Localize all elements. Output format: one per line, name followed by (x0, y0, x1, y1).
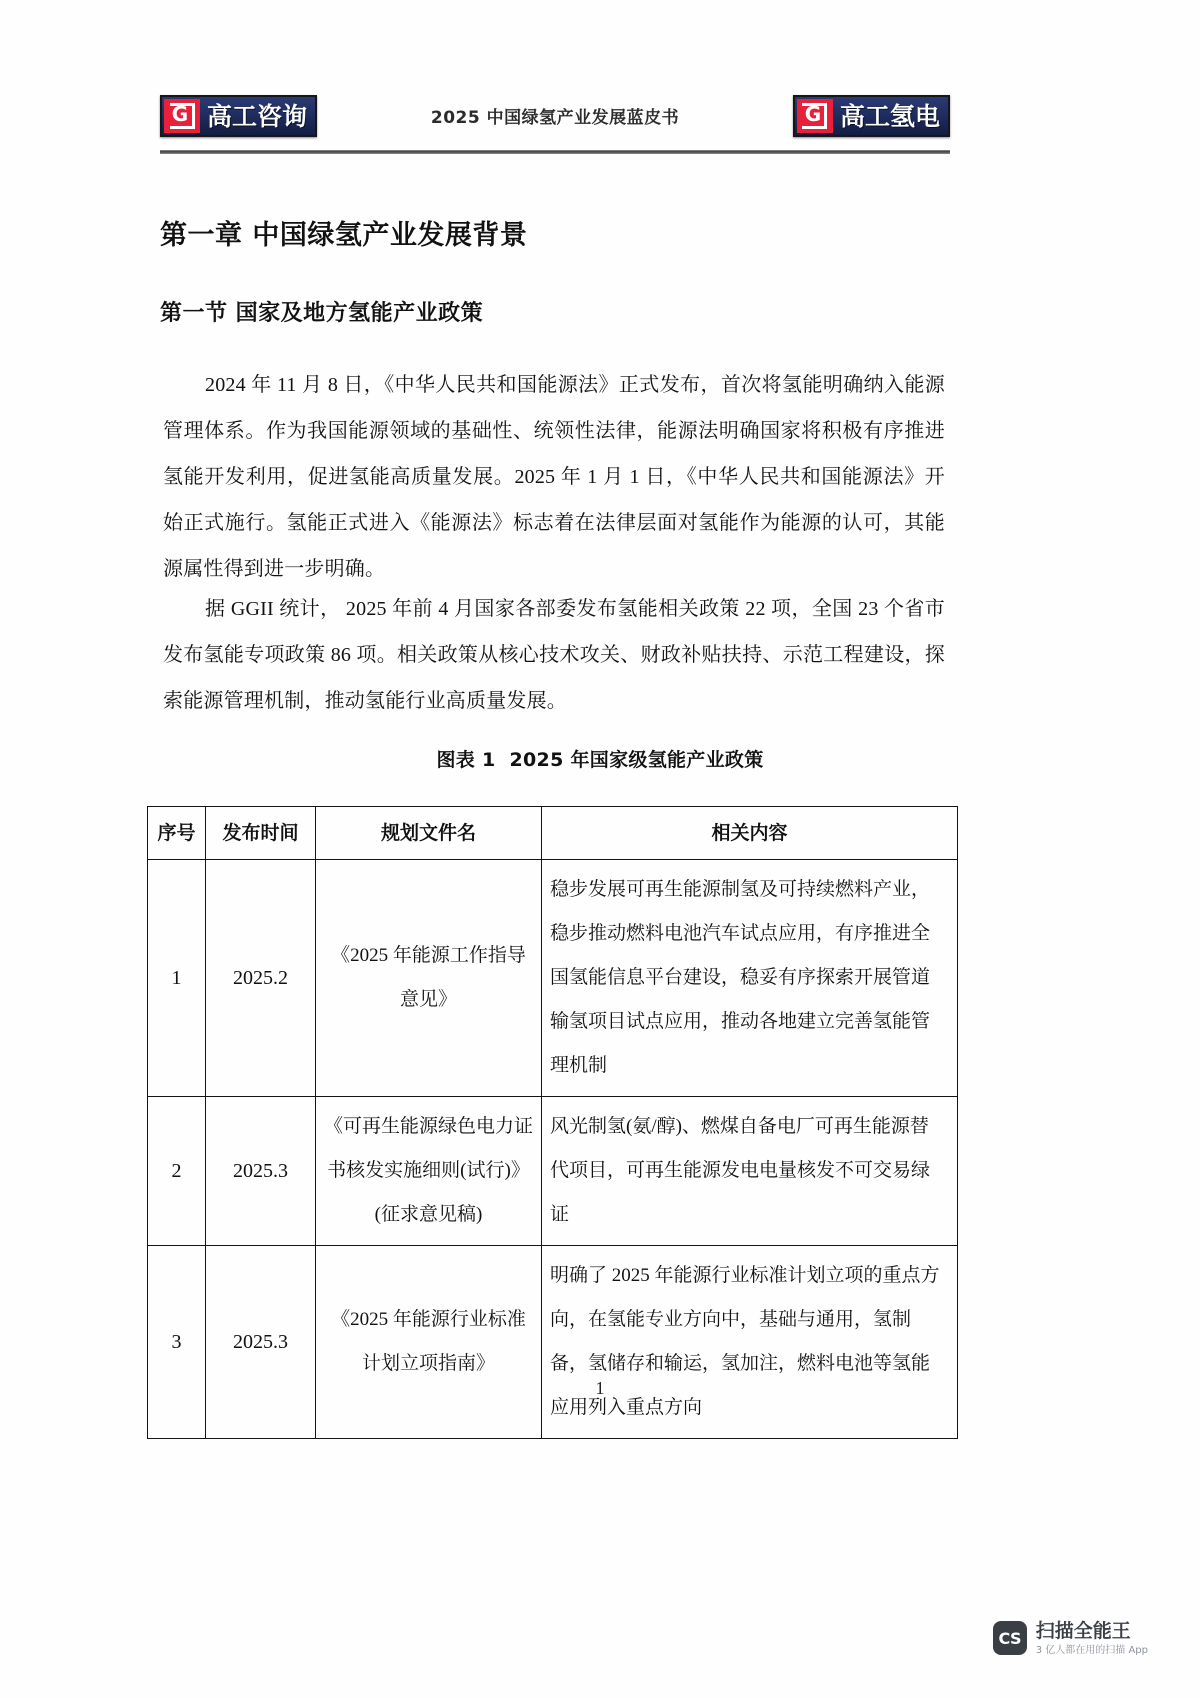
cell-no: 1 (148, 860, 206, 1097)
cell-doc: 《2025 年能源工作指导意见》 (316, 860, 542, 1097)
camscanner-logo-icon: CS (993, 1621, 1027, 1655)
header-divider (160, 150, 950, 154)
chapter-title: 第一章 中国绿氢产业发展背景 (160, 220, 528, 251)
policy-table (147, 806, 958, 1439)
table-col-header-detail: 相关内容 (542, 807, 958, 860)
page-header (160, 88, 950, 158)
header-title: 2025 中国绿氢产业发展蓝皮书 (430, 107, 680, 128)
cell-no: 2 (148, 1097, 206, 1246)
table-caption (0, 745, 1200, 772)
logo-left-text: 高工咨询 (207, 101, 308, 131)
cell-date: 2025.3 (206, 1097, 316, 1246)
cell-detail: 稳步发展可再生能源制氢及可持续燃料产业，稳步推动燃料电池汽车试点应用，有序推进全国氢能信息平台建设，稳妥有序探索开展管道输氢项目试点应用，推动各地建立完善氢能管理机制 (542, 860, 958, 1097)
logo-g-mark-icon: G (164, 99, 200, 133)
cell-doc: 《2025 年能源行业标准计划立项指南》 (316, 1246, 542, 1439)
cell-doc: 《可再生能源绿色电力证书核发实施细则(试行)》(征求意见稿) (316, 1097, 542, 1246)
camscanner-watermark (993, 1621, 1148, 1658)
table-caption-text: 2025 年国家级氢能产业政策 (509, 749, 764, 771)
cell-date: 2025.2 (206, 860, 316, 1097)
table-row (148, 860, 958, 1097)
cell-no: 3 (148, 1246, 206, 1439)
cell-detail: 明确了 2025 年能源行业标准计划立项的重点方向，在氢能专业方向中，基础与通用，氢制备，氢储存和输运，氢加注，燃料电池等氢能应用列入重点方向 (542, 1246, 958, 1439)
logo-right-text: 高工氢电 (839, 101, 940, 131)
table-header-row (148, 807, 958, 860)
watermark-title: 扫描全能王 (1035, 1620, 1131, 1642)
section-title: 第一节 国家及地方氢能产业政策 (160, 301, 484, 326)
table-col-header-doc: 规划文件名 (316, 807, 542, 860)
logo-gaogong-zixun (160, 95, 317, 137)
table-col-header-date: 发布时间 (206, 807, 316, 860)
table-row (148, 1246, 958, 1439)
paragraph-2: 据 GGII 统计， 2025 年前 4 月国家各部委发布氢能相关政策 22 项，全国 23 个省市发布氢能专项政策 86 项。相关政策从核心技术攻关、财政补贴扶持、示范工程建设，探索能源管理机制，推动氢能行业高质量发展。 (163, 598, 945, 712)
table-col-header-no: 序号 (148, 807, 206, 860)
table-row (148, 1097, 958, 1246)
cell-date: 2025.3 (206, 1246, 316, 1439)
logo-g-mark-icon-right: G (797, 99, 833, 133)
page-number: 1 (595, 1378, 605, 1398)
logo-gaogong-qingdian (793, 95, 950, 137)
watermark-subtitle: 3 亿人都在用的扫描 App (1035, 1645, 1148, 1656)
table-caption-number: 图表 1 (436, 749, 496, 771)
paragraph-1: 2024 年 11 月 8 日，《中华人民共和国能源法》正式发布，首次将氢能明确纳入能源管理体系。作为我国能源领域的基础性、统领性法律，能源法明确国家将积极有序推进氢能开发利用，促进氢能高质量发展。2025 年 1 月 1 日，《中华人民共和国能源法》开始正式施行。氢能正式进入《能源法》标志着在法律层面对氢能作为能源的认可，其能源属性得到进一步明确。 (163, 374, 945, 580)
cell-detail: 风光制氢(氨/醇)、燃煤自备电厂可再生能源替代项目，可再生能源发电电量核发不可交易绿证 (542, 1097, 958, 1246)
